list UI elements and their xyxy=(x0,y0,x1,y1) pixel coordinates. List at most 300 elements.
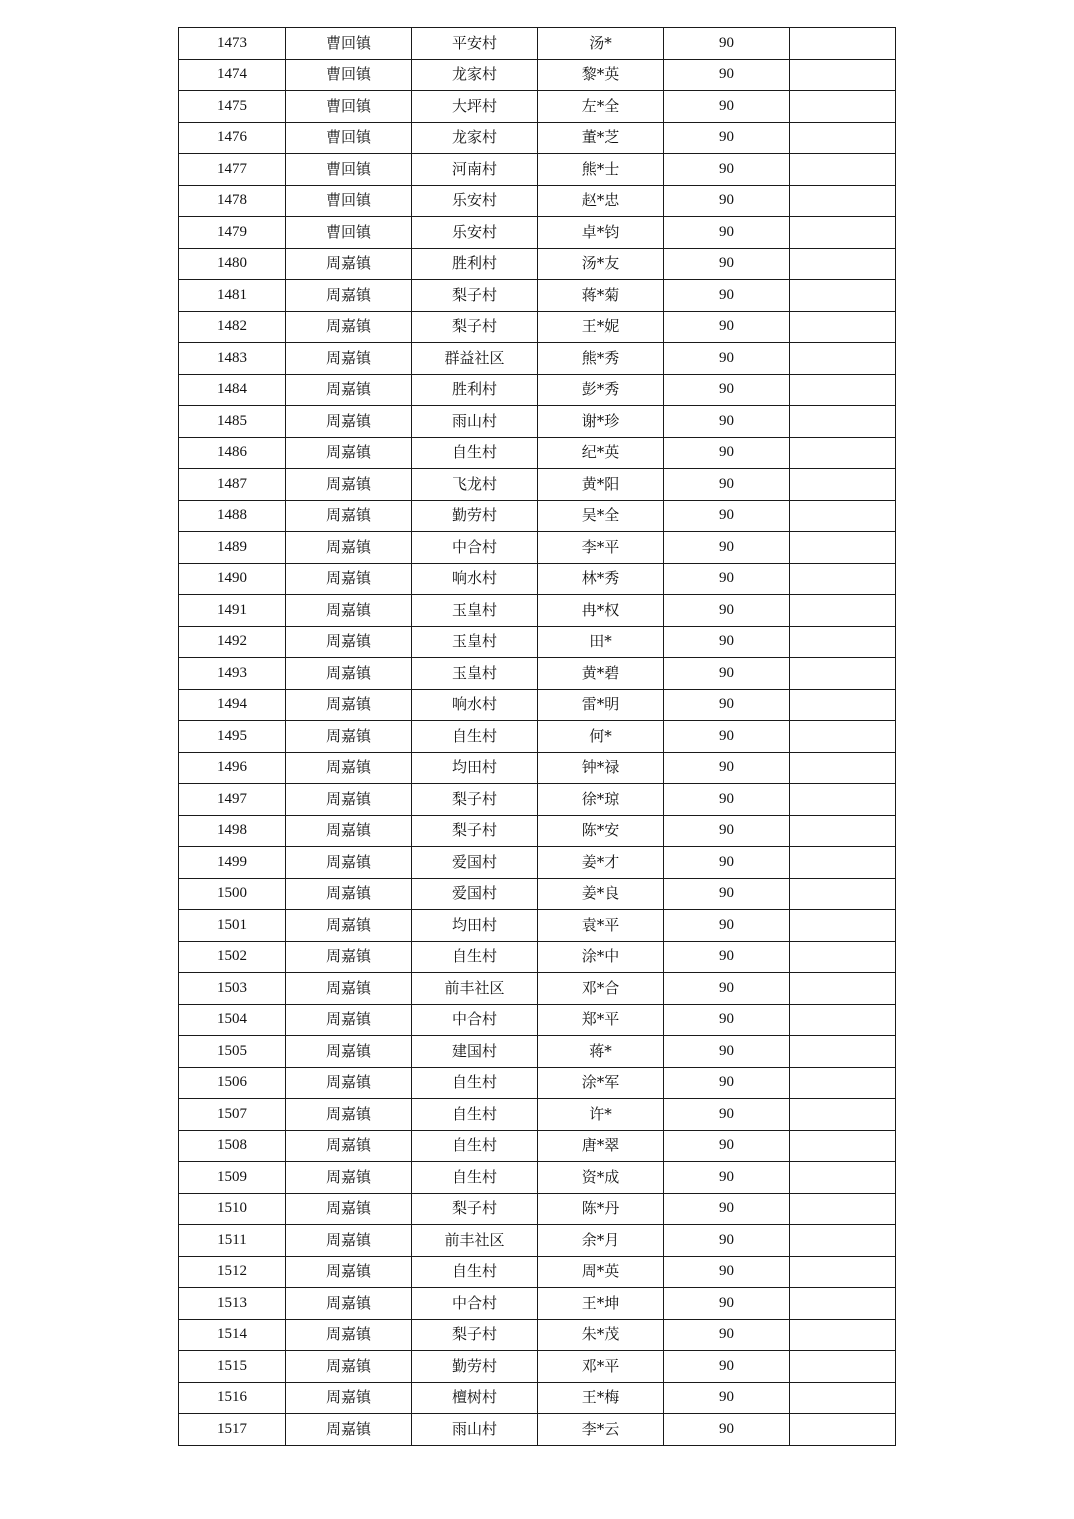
town-cell: 周嘉镇 xyxy=(286,469,412,501)
amount-cell: 90 xyxy=(664,406,790,438)
remark-cell xyxy=(790,122,896,154)
person-name-cell: 陈*丹 xyxy=(538,1193,664,1225)
table-row xyxy=(179,595,896,627)
amount-cell: 90 xyxy=(664,878,790,910)
serial-number-cell: 1511 xyxy=(179,1225,286,1257)
village-cell: 飞龙村 xyxy=(412,469,538,501)
town-cell: 周嘉镇 xyxy=(286,721,412,753)
amount-cell: 90 xyxy=(664,154,790,186)
serial-number-cell: 1473 xyxy=(179,28,286,60)
remark-cell xyxy=(790,595,896,627)
person-name-cell: 吴*全 xyxy=(538,500,664,532)
village-cell: 梨子村 xyxy=(412,815,538,847)
village-cell: 爱国村 xyxy=(412,847,538,879)
remark-cell xyxy=(790,1382,896,1414)
village-cell: 平安村 xyxy=(412,28,538,60)
person-name-cell: 李*云 xyxy=(538,1414,664,1446)
table-row xyxy=(179,28,896,60)
amount-cell: 90 xyxy=(664,1319,790,1351)
serial-number-cell: 1492 xyxy=(179,626,286,658)
remark-cell xyxy=(790,374,896,406)
serial-number-cell: 1513 xyxy=(179,1288,286,1320)
table-row xyxy=(179,878,896,910)
town-cell: 周嘉镇 xyxy=(286,311,412,343)
person-name-cell: 蒋* xyxy=(538,1036,664,1068)
table-row xyxy=(179,406,896,438)
amount-cell: 90 xyxy=(664,91,790,123)
serial-number-cell: 1480 xyxy=(179,248,286,280)
remark-cell xyxy=(790,752,896,784)
serial-number-cell: 1488 xyxy=(179,500,286,532)
village-cell: 自生村 xyxy=(412,1099,538,1131)
serial-number-cell: 1483 xyxy=(179,343,286,375)
village-cell: 自生村 xyxy=(412,941,538,973)
town-cell: 周嘉镇 xyxy=(286,1130,412,1162)
amount-cell: 90 xyxy=(664,437,790,469)
village-cell: 雨山村 xyxy=(412,406,538,438)
remark-cell xyxy=(790,973,896,1005)
town-cell: 周嘉镇 xyxy=(286,973,412,1005)
table-row xyxy=(179,91,896,123)
table-row xyxy=(179,122,896,154)
table-row xyxy=(179,910,896,942)
amount-cell: 90 xyxy=(664,28,790,60)
table-row xyxy=(179,1256,896,1288)
person-name-cell: 王*坤 xyxy=(538,1288,664,1320)
town-cell: 周嘉镇 xyxy=(286,752,412,784)
person-name-cell: 涂*军 xyxy=(538,1067,664,1099)
remark-cell xyxy=(790,500,896,532)
amount-cell: 90 xyxy=(664,469,790,501)
serial-number-cell: 1504 xyxy=(179,1004,286,1036)
village-cell: 乐安村 xyxy=(412,217,538,249)
serial-number-cell: 1481 xyxy=(179,280,286,312)
person-name-cell: 许* xyxy=(538,1099,664,1131)
remark-cell xyxy=(790,437,896,469)
serial-number-cell: 1496 xyxy=(179,752,286,784)
village-cell: 梨子村 xyxy=(412,280,538,312)
remark-cell xyxy=(790,91,896,123)
serial-number-cell: 1486 xyxy=(179,437,286,469)
person-name-cell: 涂*中 xyxy=(538,941,664,973)
person-name-cell: 邓*合 xyxy=(538,973,664,1005)
remark-cell xyxy=(790,1225,896,1257)
village-cell: 檀树村 xyxy=(412,1382,538,1414)
village-cell: 自生村 xyxy=(412,1256,538,1288)
village-cell: 梨子村 xyxy=(412,1193,538,1225)
table-row xyxy=(179,469,896,501)
village-cell: 梨子村 xyxy=(412,1319,538,1351)
amount-cell: 90 xyxy=(664,500,790,532)
town-cell: 周嘉镇 xyxy=(286,626,412,658)
table-row xyxy=(179,1130,896,1162)
village-cell: 响水村 xyxy=(412,563,538,595)
table-row xyxy=(179,563,896,595)
village-cell: 中合村 xyxy=(412,1004,538,1036)
village-cell: 乐安村 xyxy=(412,185,538,217)
town-cell: 周嘉镇 xyxy=(286,595,412,627)
amount-cell: 90 xyxy=(664,185,790,217)
remark-cell xyxy=(790,878,896,910)
amount-cell: 90 xyxy=(664,721,790,753)
table-row xyxy=(179,437,896,469)
amount-cell: 90 xyxy=(664,1351,790,1383)
remark-cell xyxy=(790,721,896,753)
remark-cell xyxy=(790,815,896,847)
serial-number-cell: 1515 xyxy=(179,1351,286,1383)
table-row xyxy=(179,1193,896,1225)
village-cell: 群益社区 xyxy=(412,343,538,375)
amount-cell: 90 xyxy=(664,752,790,784)
table-row xyxy=(179,1225,896,1257)
remark-cell xyxy=(790,1351,896,1383)
person-name-cell: 周*英 xyxy=(538,1256,664,1288)
table-row xyxy=(179,752,896,784)
table-row xyxy=(179,1414,896,1446)
person-name-cell: 汤* xyxy=(538,28,664,60)
town-cell: 曹回镇 xyxy=(286,217,412,249)
town-cell: 周嘉镇 xyxy=(286,500,412,532)
town-cell: 周嘉镇 xyxy=(286,1256,412,1288)
amount-cell: 90 xyxy=(664,1099,790,1131)
town-cell: 周嘉镇 xyxy=(286,1036,412,1068)
village-cell: 胜利村 xyxy=(412,374,538,406)
serial-number-cell: 1502 xyxy=(179,941,286,973)
remark-cell xyxy=(790,1099,896,1131)
village-cell: 建国村 xyxy=(412,1036,538,1068)
village-cell: 玉皇村 xyxy=(412,658,538,690)
remark-cell xyxy=(790,941,896,973)
amount-cell: 90 xyxy=(664,59,790,91)
remark-cell xyxy=(790,784,896,816)
village-cell: 自生村 xyxy=(412,721,538,753)
town-cell: 周嘉镇 xyxy=(286,1162,412,1194)
amount-cell: 90 xyxy=(664,374,790,406)
person-name-cell: 李*平 xyxy=(538,532,664,564)
person-name-cell: 王*妮 xyxy=(538,311,664,343)
person-name-cell: 黄*阳 xyxy=(538,469,664,501)
person-name-cell: 谢*珍 xyxy=(538,406,664,438)
town-cell: 周嘉镇 xyxy=(286,847,412,879)
amount-cell: 90 xyxy=(664,595,790,627)
serial-number-cell: 1512 xyxy=(179,1256,286,1288)
table-row xyxy=(179,185,896,217)
table-row xyxy=(179,1162,896,1194)
town-cell: 周嘉镇 xyxy=(286,248,412,280)
town-cell: 曹回镇 xyxy=(286,122,412,154)
serial-number-cell: 1474 xyxy=(179,59,286,91)
town-cell: 周嘉镇 xyxy=(286,374,412,406)
person-name-cell: 唐*翠 xyxy=(538,1130,664,1162)
amount-cell: 90 xyxy=(664,784,790,816)
table-row xyxy=(179,1382,896,1414)
person-name-cell: 左*全 xyxy=(538,91,664,123)
serial-number-cell: 1499 xyxy=(179,847,286,879)
amount-cell: 90 xyxy=(664,248,790,280)
table-row xyxy=(179,689,896,721)
town-cell: 周嘉镇 xyxy=(286,1382,412,1414)
village-cell: 梨子村 xyxy=(412,784,538,816)
table-row xyxy=(179,626,896,658)
town-cell: 周嘉镇 xyxy=(286,563,412,595)
town-cell: 周嘉镇 xyxy=(286,910,412,942)
amount-cell: 90 xyxy=(664,1036,790,1068)
amount-cell: 90 xyxy=(664,1193,790,1225)
person-name-cell: 田* xyxy=(538,626,664,658)
village-cell: 勤劳村 xyxy=(412,500,538,532)
table-row xyxy=(179,532,896,564)
remark-cell xyxy=(790,343,896,375)
remark-cell xyxy=(790,1193,896,1225)
remark-cell xyxy=(790,185,896,217)
town-cell: 周嘉镇 xyxy=(286,1319,412,1351)
person-name-cell: 资*成 xyxy=(538,1162,664,1194)
amount-cell: 90 xyxy=(664,1288,790,1320)
village-cell: 自生村 xyxy=(412,437,538,469)
table-row xyxy=(179,1099,896,1131)
serial-number-cell: 1482 xyxy=(179,311,286,343)
village-cell: 自生村 xyxy=(412,1067,538,1099)
village-cell: 响水村 xyxy=(412,689,538,721)
village-cell: 自生村 xyxy=(412,1130,538,1162)
serial-number-cell: 1485 xyxy=(179,406,286,438)
village-cell: 玉皇村 xyxy=(412,626,538,658)
table-row xyxy=(179,815,896,847)
amount-cell: 90 xyxy=(664,563,790,595)
person-name-cell: 钟*禄 xyxy=(538,752,664,784)
amount-cell: 90 xyxy=(664,941,790,973)
person-name-cell: 黎*英 xyxy=(538,59,664,91)
amount-cell: 90 xyxy=(664,532,790,564)
town-cell: 周嘉镇 xyxy=(286,658,412,690)
serial-number-cell: 1514 xyxy=(179,1319,286,1351)
amount-cell: 90 xyxy=(664,217,790,249)
table-row xyxy=(179,343,896,375)
serial-number-cell: 1506 xyxy=(179,1067,286,1099)
amount-cell: 90 xyxy=(664,311,790,343)
table-row xyxy=(179,1288,896,1320)
remark-cell xyxy=(790,1067,896,1099)
remark-cell xyxy=(790,280,896,312)
serial-number-cell: 1491 xyxy=(179,595,286,627)
amount-cell: 90 xyxy=(664,343,790,375)
village-cell: 中合村 xyxy=(412,1288,538,1320)
amount-cell: 90 xyxy=(664,973,790,1005)
amount-cell: 90 xyxy=(664,1130,790,1162)
table-row xyxy=(179,59,896,91)
serial-number-cell: 1484 xyxy=(179,374,286,406)
serial-number-cell: 1487 xyxy=(179,469,286,501)
table-row xyxy=(179,1067,896,1099)
person-name-cell: 何* xyxy=(538,721,664,753)
serial-number-cell: 1479 xyxy=(179,217,286,249)
serial-number-cell: 1478 xyxy=(179,185,286,217)
table-row xyxy=(179,721,896,753)
town-cell: 周嘉镇 xyxy=(286,1004,412,1036)
remark-cell xyxy=(790,469,896,501)
remark-cell xyxy=(790,59,896,91)
serial-number-cell: 1501 xyxy=(179,910,286,942)
village-cell: 中合村 xyxy=(412,532,538,564)
village-cell: 爱国村 xyxy=(412,878,538,910)
serial-number-cell: 1476 xyxy=(179,122,286,154)
serial-number-cell: 1510 xyxy=(179,1193,286,1225)
roster-table xyxy=(178,27,896,1446)
person-name-cell: 黄*碧 xyxy=(538,658,664,690)
amount-cell: 90 xyxy=(664,1382,790,1414)
serial-number-cell: 1490 xyxy=(179,563,286,595)
remark-cell xyxy=(790,1036,896,1068)
person-name-cell: 姜*才 xyxy=(538,847,664,879)
table-row xyxy=(179,374,896,406)
person-name-cell: 董*芝 xyxy=(538,122,664,154)
amount-cell: 90 xyxy=(664,689,790,721)
serial-number-cell: 1489 xyxy=(179,532,286,564)
village-cell: 雨山村 xyxy=(412,1414,538,1446)
town-cell: 周嘉镇 xyxy=(286,1414,412,1446)
remark-cell xyxy=(790,1004,896,1036)
town-cell: 周嘉镇 xyxy=(286,815,412,847)
remark-cell xyxy=(790,154,896,186)
person-name-cell: 汤*友 xyxy=(538,248,664,280)
person-name-cell: 徐*琼 xyxy=(538,784,664,816)
serial-number-cell: 1497 xyxy=(179,784,286,816)
town-cell: 曹回镇 xyxy=(286,28,412,60)
remark-cell xyxy=(790,217,896,249)
town-cell: 周嘉镇 xyxy=(286,784,412,816)
village-cell: 玉皇村 xyxy=(412,595,538,627)
town-cell: 周嘉镇 xyxy=(286,1193,412,1225)
serial-number-cell: 1475 xyxy=(179,91,286,123)
table-row xyxy=(179,847,896,879)
person-name-cell: 姜*良 xyxy=(538,878,664,910)
person-name-cell: 郑*平 xyxy=(538,1004,664,1036)
table-row xyxy=(179,311,896,343)
town-cell: 曹回镇 xyxy=(286,154,412,186)
town-cell: 周嘉镇 xyxy=(286,1225,412,1257)
town-cell: 周嘉镇 xyxy=(286,1099,412,1131)
table-row xyxy=(179,248,896,280)
serial-number-cell: 1509 xyxy=(179,1162,286,1194)
table-row xyxy=(179,1004,896,1036)
remark-cell xyxy=(790,689,896,721)
serial-number-cell: 1495 xyxy=(179,721,286,753)
remark-cell xyxy=(790,248,896,280)
table-body xyxy=(179,28,896,1446)
table-row xyxy=(179,973,896,1005)
town-cell: 曹回镇 xyxy=(286,91,412,123)
remark-cell xyxy=(790,1162,896,1194)
table-row xyxy=(179,217,896,249)
person-name-cell: 余*月 xyxy=(538,1225,664,1257)
town-cell: 周嘉镇 xyxy=(286,878,412,910)
table-row xyxy=(179,941,896,973)
person-name-cell: 熊*士 xyxy=(538,154,664,186)
village-cell: 均田村 xyxy=(412,752,538,784)
amount-cell: 90 xyxy=(664,1004,790,1036)
serial-number-cell: 1494 xyxy=(179,689,286,721)
amount-cell: 90 xyxy=(664,815,790,847)
town-cell: 周嘉镇 xyxy=(286,689,412,721)
person-name-cell: 熊*秀 xyxy=(538,343,664,375)
person-name-cell: 陈*安 xyxy=(538,815,664,847)
serial-number-cell: 1477 xyxy=(179,154,286,186)
village-cell: 自生村 xyxy=(412,1162,538,1194)
town-cell: 周嘉镇 xyxy=(286,1288,412,1320)
table-row xyxy=(179,280,896,312)
town-cell: 周嘉镇 xyxy=(286,532,412,564)
village-cell: 龙家村 xyxy=(412,59,538,91)
town-cell: 周嘉镇 xyxy=(286,1351,412,1383)
town-cell: 周嘉镇 xyxy=(286,1067,412,1099)
person-name-cell: 纪*英 xyxy=(538,437,664,469)
table-row xyxy=(179,1319,896,1351)
amount-cell: 90 xyxy=(664,1162,790,1194)
remark-cell xyxy=(790,847,896,879)
person-name-cell: 林*秀 xyxy=(538,563,664,595)
remark-cell xyxy=(790,311,896,343)
table-row xyxy=(179,658,896,690)
village-cell: 河南村 xyxy=(412,154,538,186)
table-row xyxy=(179,784,896,816)
village-cell: 均田村 xyxy=(412,910,538,942)
remark-cell xyxy=(790,532,896,564)
remark-cell xyxy=(790,563,896,595)
remark-cell xyxy=(790,1414,896,1446)
amount-cell: 90 xyxy=(664,1067,790,1099)
village-cell: 大坪村 xyxy=(412,91,538,123)
person-name-cell: 袁*平 xyxy=(538,910,664,942)
serial-number-cell: 1498 xyxy=(179,815,286,847)
table-row xyxy=(179,1351,896,1383)
serial-number-cell: 1503 xyxy=(179,973,286,1005)
remark-cell xyxy=(790,1256,896,1288)
town-cell: 周嘉镇 xyxy=(286,343,412,375)
town-cell: 曹回镇 xyxy=(286,185,412,217)
amount-cell: 90 xyxy=(664,122,790,154)
remark-cell xyxy=(790,1130,896,1162)
serial-number-cell: 1500 xyxy=(179,878,286,910)
amount-cell: 90 xyxy=(664,1256,790,1288)
village-cell: 梨子村 xyxy=(412,311,538,343)
town-cell: 周嘉镇 xyxy=(286,437,412,469)
amount-cell: 90 xyxy=(664,847,790,879)
person-name-cell: 彭*秀 xyxy=(538,374,664,406)
town-cell: 周嘉镇 xyxy=(286,941,412,973)
person-name-cell: 朱*茂 xyxy=(538,1319,664,1351)
serial-number-cell: 1505 xyxy=(179,1036,286,1068)
serial-number-cell: 1493 xyxy=(179,658,286,690)
serial-number-cell: 1517 xyxy=(179,1414,286,1446)
table-row xyxy=(179,1036,896,1068)
remark-cell xyxy=(790,28,896,60)
table-row xyxy=(179,500,896,532)
amount-cell: 90 xyxy=(664,910,790,942)
amount-cell: 90 xyxy=(664,1225,790,1257)
person-name-cell: 王*梅 xyxy=(538,1382,664,1414)
remark-cell xyxy=(790,406,896,438)
remark-cell xyxy=(790,1288,896,1320)
person-name-cell: 蒋*菊 xyxy=(538,280,664,312)
village-cell: 勤劳村 xyxy=(412,1351,538,1383)
village-cell: 前丰社区 xyxy=(412,973,538,1005)
remark-cell xyxy=(790,658,896,690)
serial-number-cell: 1507 xyxy=(179,1099,286,1131)
town-cell: 曹回镇 xyxy=(286,59,412,91)
amount-cell: 90 xyxy=(664,626,790,658)
person-name-cell: 冉*权 xyxy=(538,595,664,627)
remark-cell xyxy=(790,626,896,658)
